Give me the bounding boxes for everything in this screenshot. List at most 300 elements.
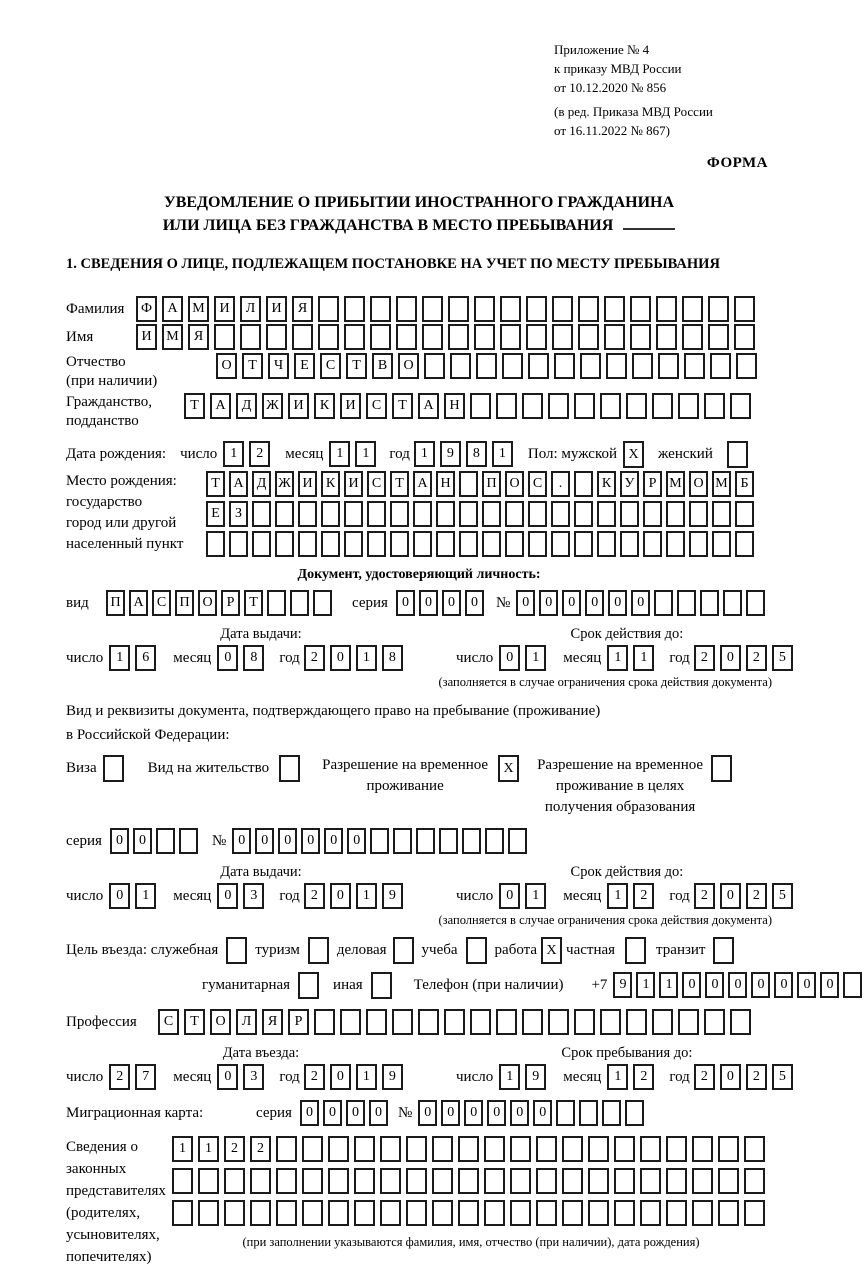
form-cell[interactable]: А: [129, 590, 148, 616]
form-cell[interactable]: [240, 324, 261, 350]
form-cell[interactable]: 2: [249, 441, 270, 467]
form-cell[interactable]: [328, 1200, 349, 1226]
form-cell[interactable]: 2: [304, 645, 325, 671]
form-cell[interactable]: 0: [728, 972, 747, 998]
form-cell[interactable]: [562, 1168, 583, 1194]
form-cell[interactable]: [396, 324, 417, 350]
form-cell[interactable]: 0: [608, 590, 627, 616]
form-cell[interactable]: [344, 296, 365, 322]
form-cell[interactable]: 0: [585, 590, 604, 616]
form-cell[interactable]: [406, 1136, 427, 1162]
form-cell[interactable]: [606, 353, 627, 379]
form-cell[interactable]: [250, 1200, 271, 1226]
form-cell[interactable]: 0: [720, 1064, 741, 1090]
form-cell[interactable]: [321, 501, 340, 527]
form-cell[interactable]: [470, 1009, 491, 1035]
form-cell[interactable]: [432, 1168, 453, 1194]
form-cell[interactable]: [413, 501, 432, 527]
form-cell[interactable]: [172, 1168, 193, 1194]
form-cell[interactable]: [470, 393, 491, 419]
form-cell[interactable]: 0: [533, 1100, 552, 1126]
form-cell[interactable]: [275, 531, 294, 557]
form-cell[interactable]: 1: [607, 883, 628, 909]
form-cell[interactable]: [744, 1136, 765, 1162]
form-cell[interactable]: [500, 324, 521, 350]
form-cell[interactable]: Е: [206, 501, 225, 527]
form-cell[interactable]: [156, 828, 175, 854]
form-cell[interactable]: [226, 937, 247, 964]
form-cell[interactable]: 3: [243, 883, 264, 909]
form-cell[interactable]: [604, 296, 625, 322]
form-cell[interactable]: 0: [217, 645, 238, 671]
form-cell[interactable]: [562, 1136, 583, 1162]
form-cell[interactable]: 3: [243, 1064, 264, 1090]
form-cell[interactable]: Л: [240, 296, 261, 322]
form-cell[interactable]: [354, 1200, 375, 1226]
form-cell[interactable]: [689, 531, 708, 557]
form-cell[interactable]: [597, 501, 616, 527]
form-cell[interactable]: [302, 1168, 323, 1194]
form-cell[interactable]: 0: [516, 590, 535, 616]
form-cell[interactable]: [206, 531, 225, 557]
form-cell[interactable]: В: [372, 353, 393, 379]
form-cell[interactable]: [574, 393, 595, 419]
form-cell[interactable]: [482, 531, 501, 557]
form-cell[interactable]: 0: [510, 1100, 529, 1126]
form-cell[interactable]: Б: [735, 471, 754, 497]
form-cell[interactable]: 0: [562, 590, 581, 616]
form-cell[interactable]: 1: [355, 441, 376, 467]
form-cell[interactable]: [290, 590, 309, 616]
form-cell[interactable]: [574, 501, 593, 527]
form-cell[interactable]: [604, 324, 625, 350]
form-cell[interactable]: [510, 1136, 531, 1162]
form-cell[interactable]: [578, 324, 599, 350]
form-cell[interactable]: 0: [396, 590, 415, 616]
form-cell[interactable]: 6: [135, 645, 156, 671]
form-cell[interactable]: 0: [820, 972, 839, 998]
form-cell[interactable]: [462, 828, 481, 854]
form-cell[interactable]: [528, 501, 547, 527]
form-cell[interactable]: 1: [525, 883, 546, 909]
form-cell[interactable]: [318, 324, 339, 350]
form-cell[interactable]: [556, 1100, 575, 1126]
form-cell[interactable]: П: [106, 590, 125, 616]
form-cell[interactable]: [448, 296, 469, 322]
form-cell[interactable]: М: [188, 296, 209, 322]
form-cell[interactable]: [505, 501, 524, 527]
form-cell[interactable]: [522, 1009, 543, 1035]
form-cell[interactable]: Я: [188, 324, 209, 350]
form-cell[interactable]: [450, 353, 471, 379]
form-cell[interactable]: [536, 1200, 557, 1226]
form-cell[interactable]: [614, 1168, 635, 1194]
form-cell[interactable]: И: [344, 471, 363, 497]
form-cell[interactable]: А: [162, 296, 183, 322]
form-cell[interactable]: X: [498, 755, 519, 782]
form-cell[interactable]: Н: [436, 471, 455, 497]
form-cell[interactable]: 0: [682, 972, 701, 998]
form-cell[interactable]: 1: [356, 645, 377, 671]
form-cell[interactable]: [643, 531, 662, 557]
form-cell[interactable]: [626, 1009, 647, 1035]
form-cell[interactable]: 7: [135, 1064, 156, 1090]
form-cell[interactable]: Л: [236, 1009, 257, 1035]
form-cell[interactable]: .: [551, 471, 570, 497]
form-cell[interactable]: 2: [746, 883, 767, 909]
form-cell[interactable]: [103, 755, 124, 782]
form-cell[interactable]: [689, 501, 708, 527]
form-cell[interactable]: П: [175, 590, 194, 616]
form-cell[interactable]: [496, 393, 517, 419]
form-cell[interactable]: [654, 590, 673, 616]
form-cell[interactable]: С: [320, 353, 341, 379]
form-cell[interactable]: А: [229, 471, 248, 497]
form-cell[interactable]: [704, 393, 725, 419]
form-cell[interactable]: 8: [243, 645, 264, 671]
form-cell[interactable]: [630, 324, 651, 350]
form-cell[interactable]: [482, 501, 501, 527]
form-cell[interactable]: Р: [221, 590, 240, 616]
form-cell[interactable]: [574, 531, 593, 557]
form-cell[interactable]: [267, 590, 286, 616]
form-cell[interactable]: [574, 471, 593, 497]
form-cell[interactable]: [393, 937, 414, 964]
form-cell[interactable]: 0: [418, 1100, 437, 1126]
form-cell[interactable]: [678, 393, 699, 419]
form-cell[interactable]: О: [198, 590, 217, 616]
form-cell[interactable]: [459, 471, 478, 497]
form-cell[interactable]: [344, 324, 365, 350]
form-cell[interactable]: [276, 1168, 297, 1194]
form-cell[interactable]: И: [136, 324, 157, 350]
form-cell[interactable]: Т: [184, 1009, 205, 1035]
form-cell[interactable]: 1: [499, 1064, 520, 1090]
form-cell[interactable]: 5: [772, 1064, 793, 1090]
form-cell[interactable]: [439, 828, 458, 854]
form-cell[interactable]: [666, 501, 685, 527]
form-cell[interactable]: [526, 324, 547, 350]
form-cell[interactable]: Р: [643, 471, 662, 497]
form-cell[interactable]: П: [482, 471, 501, 497]
form-cell[interactable]: У: [620, 471, 639, 497]
form-cell[interactable]: Е: [294, 353, 315, 379]
form-cell[interactable]: 0: [217, 1064, 238, 1090]
form-cell[interactable]: [370, 296, 391, 322]
form-cell[interactable]: Т: [244, 590, 263, 616]
form-cell[interactable]: 2: [304, 1064, 325, 1090]
form-cell[interactable]: 1: [414, 441, 435, 467]
form-cell[interactable]: [380, 1136, 401, 1162]
form-cell[interactable]: [652, 1009, 673, 1035]
form-cell[interactable]: 5: [772, 645, 793, 671]
form-cell[interactable]: А: [418, 393, 439, 419]
form-cell[interactable]: 9: [613, 972, 632, 998]
form-cell[interactable]: Н: [444, 393, 465, 419]
form-cell[interactable]: [390, 531, 409, 557]
form-cell[interactable]: 0: [442, 590, 461, 616]
form-cell[interactable]: [620, 501, 639, 527]
form-cell[interactable]: [508, 828, 527, 854]
form-cell[interactable]: С: [366, 393, 387, 419]
form-cell[interactable]: [614, 1136, 635, 1162]
form-cell[interactable]: [630, 296, 651, 322]
form-cell[interactable]: О: [505, 471, 524, 497]
form-cell[interactable]: [172, 1200, 193, 1226]
form-cell[interactable]: [746, 590, 765, 616]
form-cell[interactable]: [658, 353, 679, 379]
form-cell[interactable]: 2: [746, 645, 767, 671]
form-cell[interactable]: Ф: [136, 296, 157, 322]
form-cell[interactable]: М: [712, 471, 731, 497]
form-cell[interactable]: [502, 353, 523, 379]
form-cell[interactable]: С: [367, 471, 386, 497]
form-cell[interactable]: [551, 501, 570, 527]
form-cell[interactable]: [292, 324, 313, 350]
form-cell[interactable]: 0: [705, 972, 724, 998]
form-cell[interactable]: [436, 531, 455, 557]
form-cell[interactable]: [328, 1168, 349, 1194]
form-cell[interactable]: Я: [292, 296, 313, 322]
form-cell[interactable]: [718, 1168, 739, 1194]
form-cell[interactable]: Т: [346, 353, 367, 379]
form-cell[interactable]: 0: [217, 883, 238, 909]
form-cell[interactable]: 0: [464, 1100, 483, 1126]
form-cell[interactable]: [321, 531, 340, 557]
form-cell[interactable]: [500, 296, 521, 322]
form-cell[interactable]: 0: [499, 645, 520, 671]
form-cell[interactable]: [730, 393, 751, 419]
form-cell[interactable]: 9: [525, 1064, 546, 1090]
form-cell[interactable]: [252, 531, 271, 557]
form-cell[interactable]: [432, 1136, 453, 1162]
form-cell[interactable]: А: [210, 393, 231, 419]
form-cell[interactable]: 0: [300, 1100, 319, 1126]
form-cell[interactable]: [843, 972, 862, 998]
form-cell[interactable]: [380, 1200, 401, 1226]
form-cell[interactable]: [367, 531, 386, 557]
form-cell[interactable]: [510, 1200, 531, 1226]
form-cell[interactable]: [354, 1168, 375, 1194]
form-cell[interactable]: [666, 1136, 687, 1162]
form-cell[interactable]: 0: [347, 828, 366, 854]
form-cell[interactable]: [250, 1168, 271, 1194]
form-cell[interactable]: [496, 1009, 517, 1035]
form-cell[interactable]: И: [340, 393, 361, 419]
form-cell[interactable]: [574, 1009, 595, 1035]
form-cell[interactable]: [734, 296, 755, 322]
form-cell[interactable]: 0: [330, 883, 351, 909]
form-cell[interactable]: [466, 937, 487, 964]
form-cell[interactable]: 2: [746, 1064, 767, 1090]
form-cell[interactable]: 0: [539, 590, 558, 616]
form-cell[interactable]: [224, 1200, 245, 1226]
form-cell[interactable]: [276, 1136, 297, 1162]
form-cell[interactable]: [458, 1200, 479, 1226]
form-cell[interactable]: И: [214, 296, 235, 322]
form-cell[interactable]: [640, 1168, 661, 1194]
form-cell[interactable]: [458, 1136, 479, 1162]
form-cell[interactable]: [626, 393, 647, 419]
form-cell[interactable]: 1: [172, 1136, 193, 1162]
form-cell[interactable]: [370, 324, 391, 350]
form-cell[interactable]: Ч: [268, 353, 289, 379]
form-cell[interactable]: [366, 1009, 387, 1035]
form-cell[interactable]: [393, 828, 412, 854]
form-cell[interactable]: [344, 531, 363, 557]
form-cell[interactable]: [708, 296, 729, 322]
form-cell[interactable]: [656, 296, 677, 322]
form-cell[interactable]: [422, 296, 443, 322]
form-cell[interactable]: 2: [109, 1064, 130, 1090]
form-cell[interactable]: X: [541, 937, 562, 964]
form-cell[interactable]: Р: [288, 1009, 309, 1035]
form-cell[interactable]: 9: [382, 1064, 403, 1090]
form-cell[interactable]: 0: [751, 972, 770, 998]
form-cell[interactable]: [734, 324, 755, 350]
form-cell[interactable]: С: [528, 471, 547, 497]
form-cell[interactable]: [406, 1200, 427, 1226]
form-cell[interactable]: [179, 828, 198, 854]
form-cell[interactable]: [614, 1200, 635, 1226]
form-cell[interactable]: С: [158, 1009, 179, 1035]
form-cell[interactable]: [276, 1200, 297, 1226]
form-cell[interactable]: [484, 1168, 505, 1194]
form-cell[interactable]: М: [162, 324, 183, 350]
form-cell[interactable]: 2: [633, 883, 654, 909]
form-cell[interactable]: 0: [324, 828, 343, 854]
form-cell[interactable]: О: [216, 353, 237, 379]
form-cell[interactable]: [620, 531, 639, 557]
form-cell[interactable]: [252, 501, 271, 527]
form-cell[interactable]: [432, 1200, 453, 1226]
form-cell[interactable]: [588, 1136, 609, 1162]
form-cell[interactable]: [275, 501, 294, 527]
form-cell[interactable]: [266, 324, 287, 350]
form-cell[interactable]: [588, 1200, 609, 1226]
form-cell[interactable]: [682, 296, 703, 322]
form-cell[interactable]: 0: [330, 645, 351, 671]
form-cell[interactable]: [562, 1200, 583, 1226]
form-cell[interactable]: [528, 353, 549, 379]
form-cell[interactable]: 9: [440, 441, 461, 467]
form-cell[interactable]: О: [689, 471, 708, 497]
form-cell[interactable]: 1: [223, 441, 244, 467]
form-cell[interactable]: [279, 755, 300, 782]
form-cell[interactable]: 1: [636, 972, 655, 998]
form-cell[interactable]: [548, 393, 569, 419]
form-cell[interactable]: [448, 324, 469, 350]
form-cell[interactable]: Т: [184, 393, 205, 419]
form-cell[interactable]: [554, 353, 575, 379]
form-cell[interactable]: [656, 324, 677, 350]
form-cell[interactable]: [298, 972, 319, 999]
form-cell[interactable]: [678, 1009, 699, 1035]
form-cell[interactable]: [600, 1009, 621, 1035]
form-cell[interactable]: [214, 324, 235, 350]
form-cell[interactable]: К: [321, 471, 340, 497]
form-cell[interactable]: [708, 324, 729, 350]
form-cell[interactable]: 1: [607, 1064, 628, 1090]
form-cell[interactable]: [711, 755, 732, 782]
form-cell[interactable]: [677, 590, 696, 616]
form-cell[interactable]: [224, 1168, 245, 1194]
form-cell[interactable]: Т: [206, 471, 225, 497]
form-cell[interactable]: [436, 501, 455, 527]
form-cell[interactable]: [632, 353, 653, 379]
form-cell[interactable]: [588, 1168, 609, 1194]
form-cell[interactable]: [713, 937, 734, 964]
form-cell[interactable]: 0: [346, 1100, 365, 1126]
form-cell[interactable]: [474, 324, 495, 350]
form-cell[interactable]: [390, 501, 409, 527]
form-cell[interactable]: 0: [720, 883, 741, 909]
form-cell[interactable]: О: [398, 353, 419, 379]
form-cell[interactable]: [422, 324, 443, 350]
form-cell[interactable]: [484, 1200, 505, 1226]
form-cell[interactable]: 2: [633, 1064, 654, 1090]
form-cell[interactable]: 8: [382, 645, 403, 671]
form-cell[interactable]: М: [666, 471, 685, 497]
form-cell[interactable]: [692, 1168, 713, 1194]
form-cell[interactable]: 0: [465, 590, 484, 616]
form-cell[interactable]: [640, 1200, 661, 1226]
form-cell[interactable]: 0: [301, 828, 320, 854]
form-cell[interactable]: 1: [135, 883, 156, 909]
form-cell[interactable]: [458, 1168, 479, 1194]
form-cell[interactable]: 1: [659, 972, 678, 998]
form-cell[interactable]: [424, 353, 445, 379]
form-cell[interactable]: [459, 501, 478, 527]
form-cell[interactable]: [444, 1009, 465, 1035]
form-cell[interactable]: 1: [356, 1064, 377, 1090]
form-cell[interactable]: 0: [487, 1100, 506, 1126]
form-cell[interactable]: 1: [109, 645, 130, 671]
form-cell[interactable]: Т: [392, 393, 413, 419]
form-cell[interactable]: [484, 1136, 505, 1162]
form-cell[interactable]: [744, 1168, 765, 1194]
form-cell[interactable]: [684, 353, 705, 379]
form-cell[interactable]: [666, 1168, 687, 1194]
form-cell[interactable]: [736, 353, 757, 379]
form-cell[interactable]: 8: [466, 441, 487, 467]
form-cell[interactable]: [536, 1168, 557, 1194]
form-cell[interactable]: [718, 1136, 739, 1162]
form-cell[interactable]: [459, 531, 478, 557]
form-cell[interactable]: [548, 1009, 569, 1035]
form-cell[interactable]: [643, 501, 662, 527]
form-cell[interactable]: Д: [252, 471, 271, 497]
form-cell[interactable]: К: [314, 393, 335, 419]
form-cell[interactable]: 9: [382, 883, 403, 909]
form-cell[interactable]: [718, 1200, 739, 1226]
form-cell[interactable]: [474, 296, 495, 322]
form-cell[interactable]: 0: [631, 590, 650, 616]
form-cell[interactable]: [666, 531, 685, 557]
form-cell[interactable]: [314, 1009, 335, 1035]
form-cell[interactable]: С: [152, 590, 171, 616]
form-cell[interactable]: 0: [330, 1064, 351, 1090]
form-cell[interactable]: [318, 296, 339, 322]
form-cell[interactable]: [367, 501, 386, 527]
form-cell[interactable]: [354, 1136, 375, 1162]
form-cell[interactable]: Д: [236, 393, 257, 419]
form-cell[interactable]: [485, 828, 504, 854]
form-cell[interactable]: [625, 937, 646, 964]
form-cell[interactable]: [735, 531, 754, 557]
form-cell[interactable]: [600, 393, 621, 419]
form-cell[interactable]: [370, 828, 389, 854]
